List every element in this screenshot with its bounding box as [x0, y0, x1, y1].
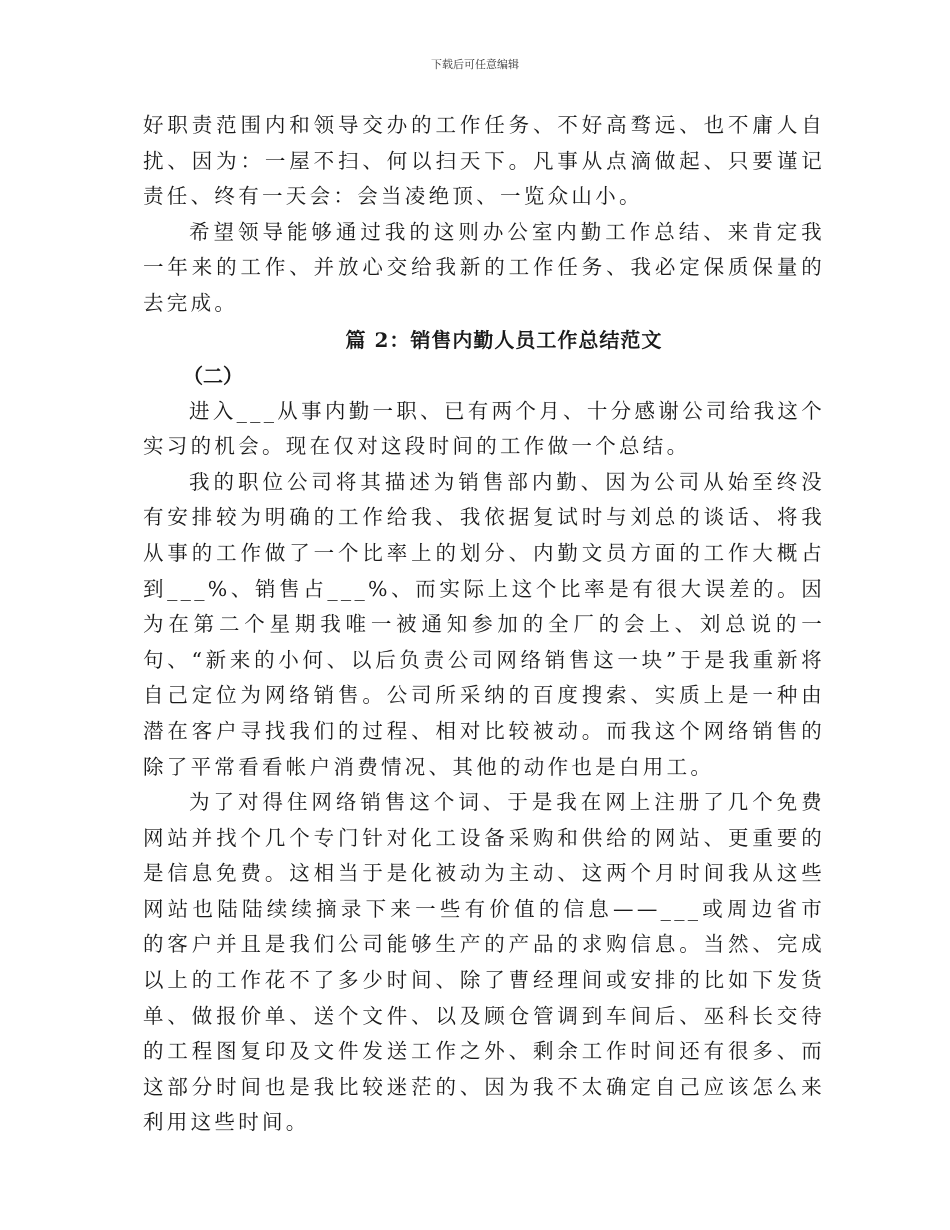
- paragraph-position: 我的职位公司将其描述为销售部内勤、因为公司从始至终没有安排较为明确的工作给我、我依据复试时与刘总的谈话、将我从事的工作做了一个比率上的划分、内勤文员方面的工作大概占到___%、销售占___%、而实际上这个比率是有很大误差的。因为在第二个星期我唯一被通知参加的全厂的会上、刘总说的一句、“新来的小何、以后负责公司网络销售这一块”于是我重新将自己定位为网络销售。公司所采纳的百度搜索、实质上是一种由潜在客户寻找我们的过程、相对比较被动。而我这个网络销售的除了平常看看帐户消费情况、其他的动作也是白用工。: [143, 469, 825, 779]
- section-subtitle: （二）: [183, 363, 243, 388]
- section-title: 篇 2：销售内勤人员工作总结范文: [345, 327, 663, 352]
- page-header: 下载后可任意编辑: [431, 58, 519, 71]
- paragraph-online-sales: 为了对得住网络销售这个词、于是我在网上注册了几个免费网站并找个几个专门针对化工设备采购和供给的网站、更重要的是信息免费。这相当于是化被动为主动、这两个月时间我从这些网站也陆陆续续摘录下来一些有价值的信息——___或周边省市的客户并且是我们公司能够生产的产品的求购信息。当然、完成以上的工作花不了多少时间、除了曹经理间或安排的比如下发货单、做报价单、送个文件、以及顾仓管调到车间后、巫科长交待的工程图复印及文件发送工作之外、剩余工作时间还有很多、而这部分时间也是我比较迷茫的、因为我不太确定自己应该怎么来利用这些时间。: [143, 790, 825, 1135]
- paragraph-intro: 进入___从事内勤一职、已有两个月、十分感谢公司给我这个实习的机会。现在仅对这段时间的工作做一个总结。: [143, 398, 825, 459]
- document-body: [143, 108, 825, 1141]
- paragraph-continuation: 好职责范围内和领导交办的工作任务、不好高骛远、也不庸人自扰、因为：一屋不扫、何以扫天下。凡事从点滴做起、只要谨记责任、终有一天会：会当凌绝顶、一览众山小。: [143, 113, 825, 209]
- paragraph-closing: 希望领导能够通过我的这则办公室内勤工作总结、来肯定我一年来的工作、并放心交给我新的工作任务、我必定保质保量的去完成。: [143, 219, 825, 315]
